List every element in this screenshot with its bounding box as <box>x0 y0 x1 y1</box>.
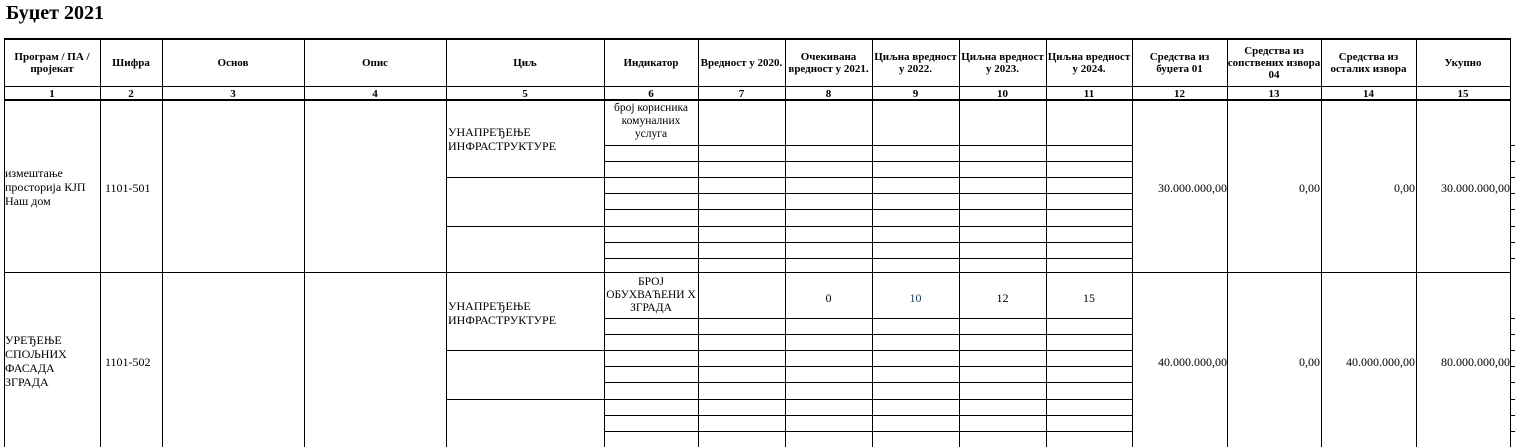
grid-line <box>446 399 604 400</box>
column-number: 3 <box>230 87 236 100</box>
grid-line <box>604 258 1132 259</box>
page-title: Буџет 2021 <box>6 2 104 24</box>
grid-line <box>1510 242 1515 243</box>
expected-2021-value: 0 <box>825 291 832 305</box>
grid-line <box>1510 258 1515 259</box>
grid-line <box>1510 226 1515 227</box>
grid-line <box>1510 399 1515 400</box>
grid-line <box>1510 382 1515 383</box>
grid-line <box>1510 177 1515 178</box>
grid-line <box>1510 209 1515 210</box>
column-number: 9 <box>912 87 919 100</box>
target-2024-value: 15 <box>1083 291 1095 305</box>
column-number: 1 <box>49 87 55 100</box>
budget-01-value: 30.000.000,00 <box>1158 181 1227 195</box>
column-number: 2 <box>128 87 134 100</box>
grid-line <box>4 86 1511 87</box>
grid-line <box>604 193 1132 194</box>
grid-line <box>446 177 604 178</box>
grid-line <box>1510 350 1515 351</box>
other-sources-value: 40.000.000,00 <box>1346 355 1415 369</box>
grid-line <box>604 334 1132 335</box>
header-target-2024: Циљна вредност у 2024. <box>1047 51 1131 75</box>
grid-line <box>1510 161 1515 162</box>
own-04-value: 0,00 <box>1299 181 1320 195</box>
program-code: 1101-501 <box>105 181 151 195</box>
column-number: 5 <box>522 87 528 100</box>
grid-line <box>1510 145 1515 146</box>
grid-line <box>1510 415 1515 416</box>
grid-line <box>446 350 604 351</box>
column-number: 7 <box>738 87 745 100</box>
column-number: 8 <box>825 87 832 100</box>
goal-text: УНАПРЕЂЕЊЕ ИНФРАСТРУКТУРЕ <box>448 125 557 153</box>
target-2022-value: 10 <box>909 291 922 305</box>
total-value: 80.000.000,00 <box>1441 355 1510 369</box>
grid-line <box>604 209 1132 210</box>
program-name: измештање просторија КЈП Наш дом <box>5 166 86 208</box>
column-number: 10 <box>997 87 1008 100</box>
grid-line <box>604 226 1132 227</box>
grid-line <box>1510 334 1515 335</box>
grid-line <box>446 226 604 227</box>
header-expected-2021: Очекивана вредност у 2021. <box>788 51 869 75</box>
other-sources-value: 0,00 <box>1394 181 1415 195</box>
grid-line <box>604 242 1132 243</box>
grid-line <box>1510 366 1515 367</box>
own-04-value: 0,00 <box>1299 355 1320 369</box>
grid-line <box>604 350 1132 351</box>
header-budget-01: Средства из буџета 01 <box>1149 51 1210 75</box>
header-basis: Основ <box>217 57 249 69</box>
header-description: Опис <box>361 57 389 69</box>
header-other: Средства из осталих извора <box>1330 51 1407 75</box>
target-2023-value: 12 <box>996 291 1009 305</box>
header-program: Програм / ПА / пројекат <box>14 51 90 75</box>
grid-line <box>1510 193 1515 194</box>
program-name: УРЕЂЕЊЕ СПОЉНИХ ФАСАДА ЗГРАДА <box>5 333 67 389</box>
column-number: 12 <box>1174 87 1185 100</box>
header-code: Шифра <box>112 57 150 69</box>
header-target-2022: Циљна вредност у 2022. <box>874 51 957 75</box>
header-goal: Циљ <box>513 57 537 69</box>
budget-01-value: 40.000.000,00 <box>1158 355 1227 369</box>
grid-line <box>1510 318 1515 319</box>
grid-line <box>4 38 1511 40</box>
grid-line <box>604 318 1132 319</box>
column-number: 6 <box>648 87 654 100</box>
total-value: 30.000.000,00 <box>1441 181 1510 195</box>
header-total: Укупно <box>1444 57 1482 69</box>
grid-line <box>604 431 1132 432</box>
grid-line <box>4 272 1511 273</box>
grid-line <box>604 399 1132 400</box>
header-target-2023: Циљна вредност у 2023. <box>961 51 1044 75</box>
indicator-text: број корисника комуналних услуга <box>613 102 688 140</box>
header-indicator: Индикатор <box>623 57 679 69</box>
grid-line <box>4 99 1511 101</box>
grid-line <box>604 145 1132 146</box>
goal-text: УНАПРЕЂЕЊЕ ИНФРАСТРУКТУРЕ <box>448 299 557 327</box>
indicator-text: БРОЈ ОБУХВАЋЕНИ Х ЗГРАДА <box>606 276 696 314</box>
grid-line <box>1510 431 1515 432</box>
column-number: 4 <box>372 87 378 100</box>
grid-line <box>604 161 1132 162</box>
header-own-04: Средства из сопствених извора 04 <box>1227 45 1321 81</box>
grid-line <box>604 366 1132 367</box>
grid-line <box>604 177 1132 178</box>
grid-line <box>604 415 1132 416</box>
program-code: 1101-502 <box>105 355 151 369</box>
header-value-2020: Вредност у 2020. <box>700 57 783 69</box>
column-number: 14 <box>1363 87 1374 100</box>
grid-line <box>604 382 1132 383</box>
column-number: 13 <box>1268 87 1280 100</box>
column-number: 15 <box>1457 87 1469 100</box>
column-number: 11 <box>1083 87 1095 100</box>
